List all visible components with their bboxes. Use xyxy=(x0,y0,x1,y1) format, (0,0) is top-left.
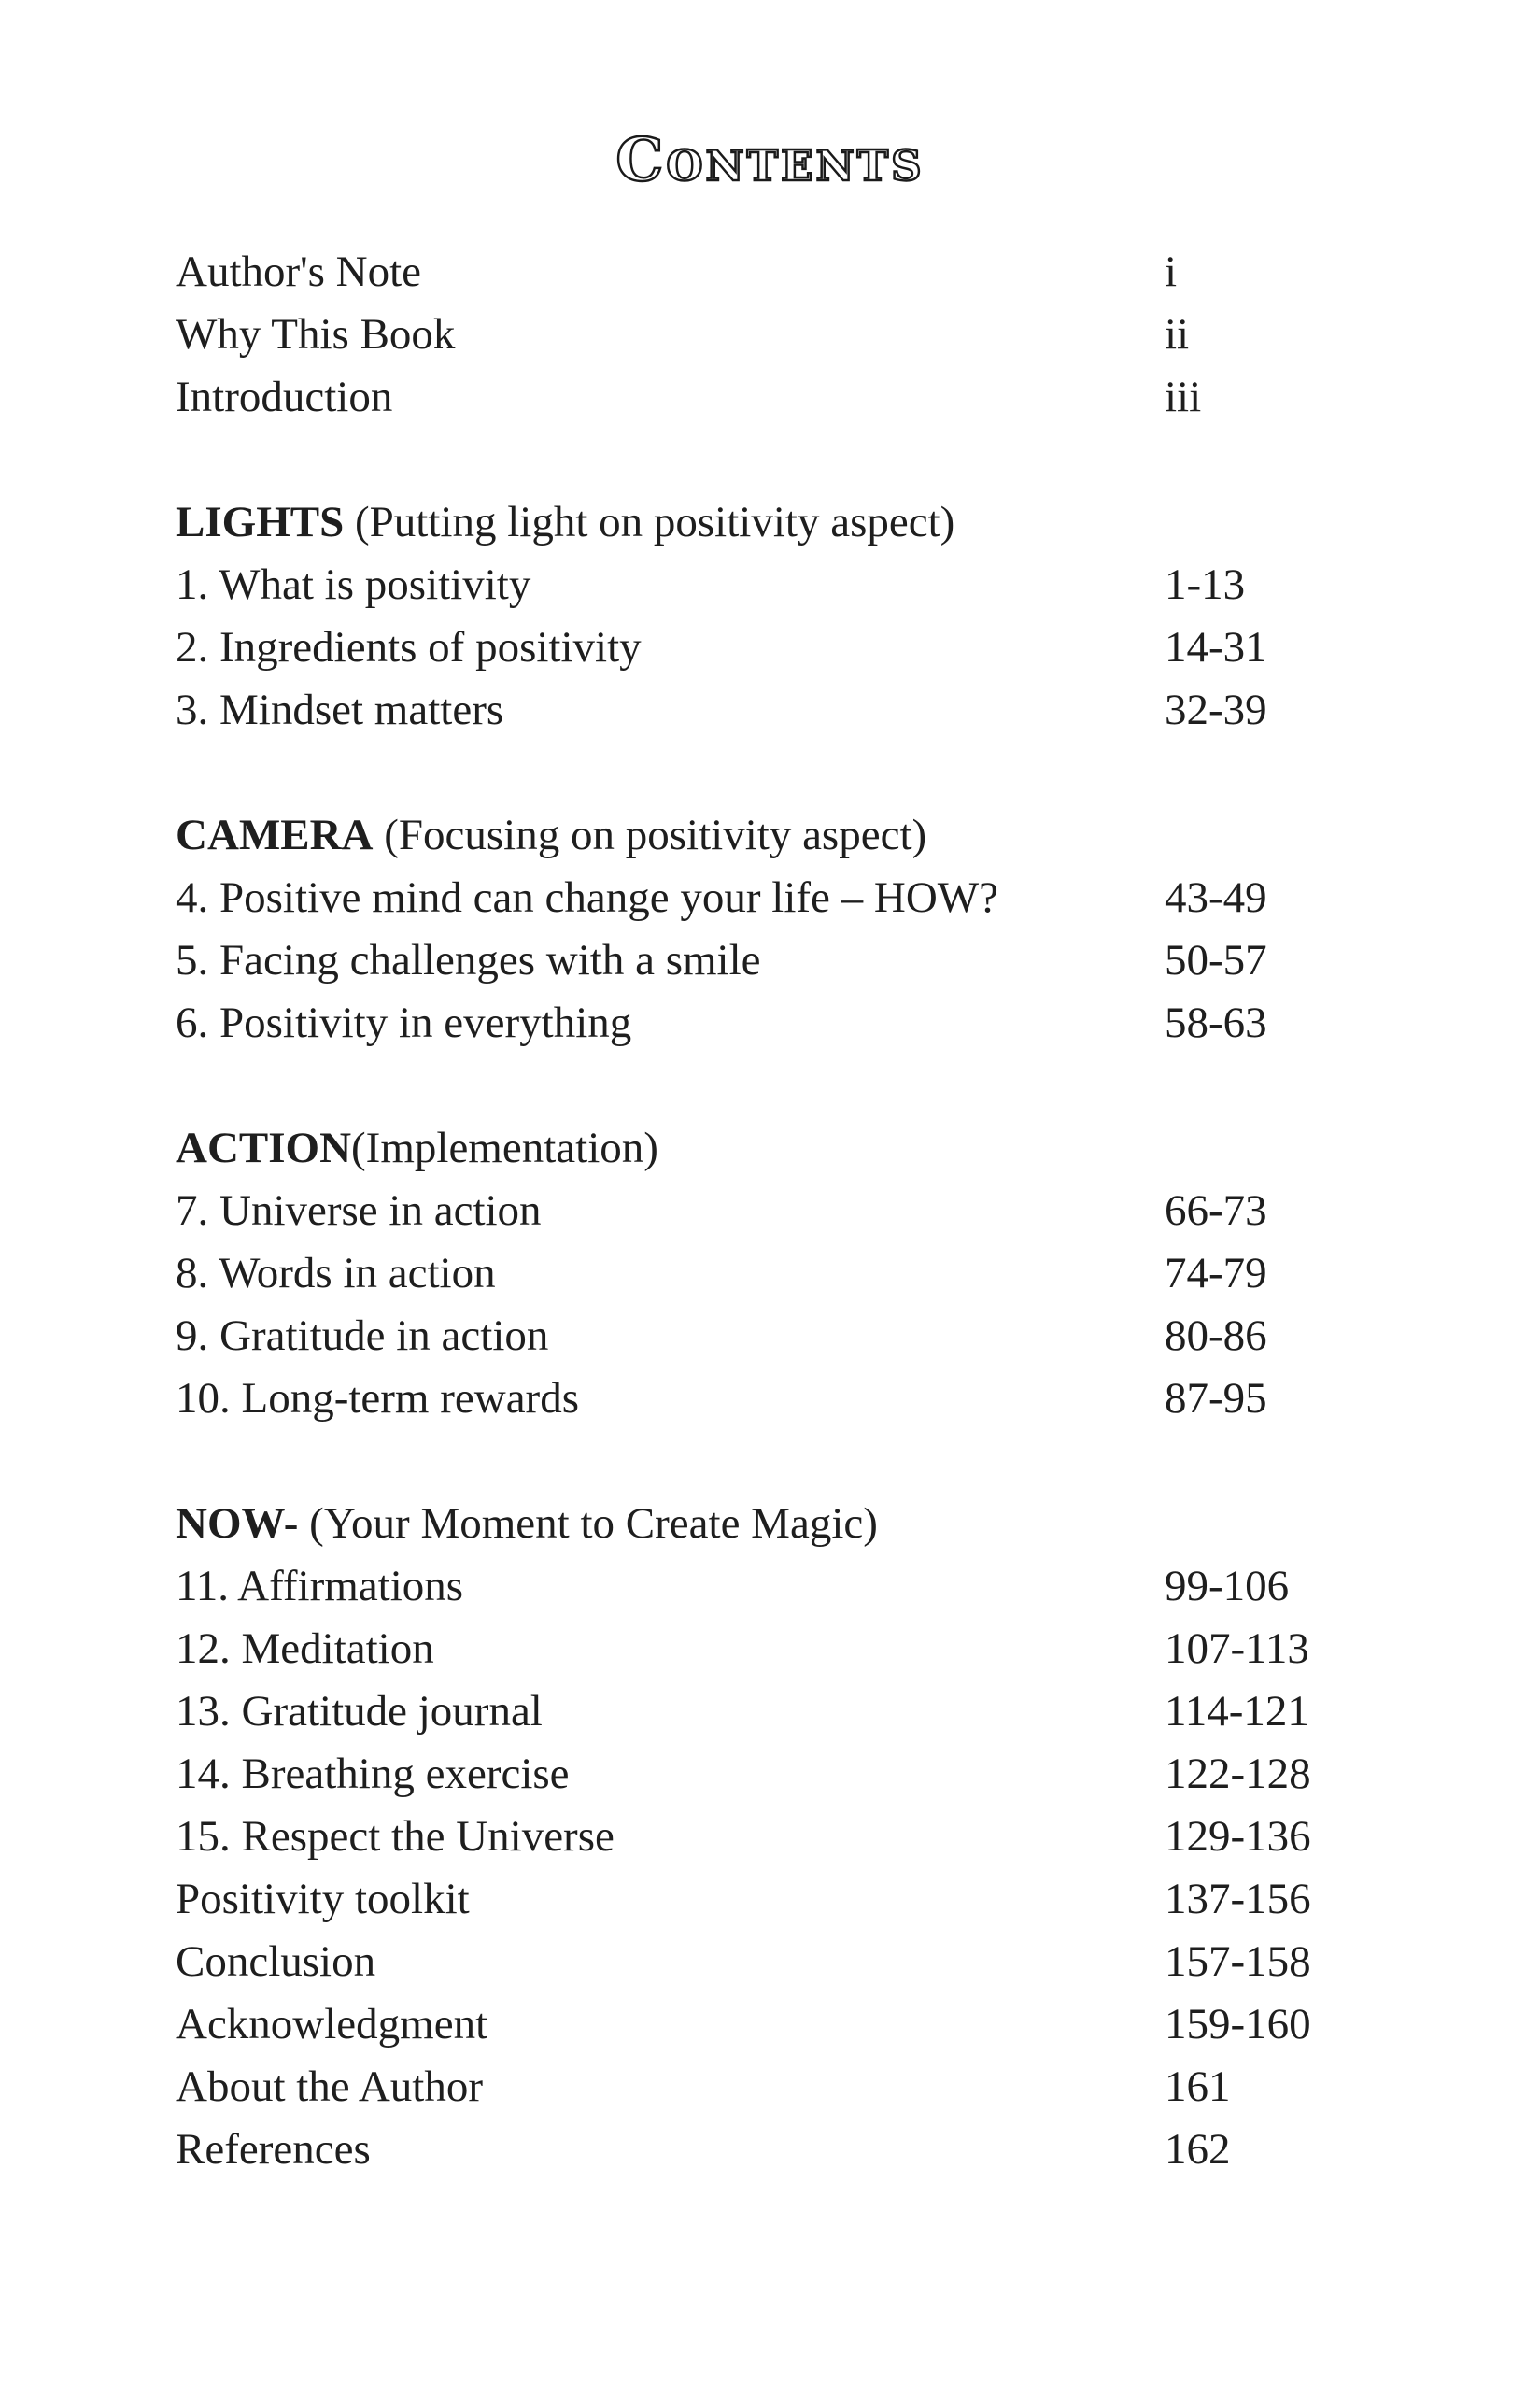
toc-entry[interactable] xyxy=(176,554,1362,617)
entry-page-number: 107-113 xyxy=(1165,1624,1309,1673)
entry-title: 13. Gratitude journal xyxy=(176,1687,543,1736)
toc-entry[interactable] xyxy=(176,1555,1362,1618)
entry-page-number: 122-128 xyxy=(1165,1750,1311,1798)
entry-page-number: 162 xyxy=(1165,2125,1231,2174)
entry-page-number: 43-49 xyxy=(1165,873,1267,922)
entry-page-number: 161 xyxy=(1165,2062,1231,2111)
entry-page-number: iii xyxy=(1165,373,1202,421)
entry-title: 10. Long-term rewards xyxy=(176,1374,579,1423)
section-camera xyxy=(176,804,1362,1055)
section-heading-bold: NOW- xyxy=(176,1499,299,1548)
entry-page-number: 80-86 xyxy=(1165,1311,1267,1360)
entry-page-number: 129-136 xyxy=(1165,1812,1311,1861)
entry-title: Acknowledgment xyxy=(176,2000,488,2048)
section-now xyxy=(176,1493,1362,2181)
section-action xyxy=(176,1117,1362,1430)
toc-entry[interactable] xyxy=(176,992,1362,1055)
entry-title: Author's Note xyxy=(176,248,422,296)
toc-entry[interactable] xyxy=(176,1180,1362,1242)
entry-page-number: 14-31 xyxy=(1165,623,1267,672)
page-title: Contents xyxy=(615,125,925,195)
entry-title: Introduction xyxy=(176,373,393,421)
section-lights xyxy=(176,491,1362,742)
toc-entry[interactable] xyxy=(176,1931,1362,1993)
entry-title: 7. Universe in action xyxy=(176,1186,542,1235)
entry-page-number: 1-13 xyxy=(1165,560,1246,609)
toc-entry[interactable] xyxy=(176,1993,1362,2056)
section-heading xyxy=(176,491,1362,554)
table-of-contents xyxy=(176,241,1362,2244)
entry-title: Conclusion xyxy=(176,1937,376,1986)
section-heading xyxy=(176,1117,1362,1180)
entry-page-number: 50-57 xyxy=(1165,936,1267,985)
entry-page-number: 137-156 xyxy=(1165,1875,1311,1923)
entry-page-number: ii xyxy=(1165,310,1190,359)
section-heading-bold: ACTION xyxy=(176,1124,352,1172)
toc-entry[interactable] xyxy=(176,1806,1362,1868)
toc-entry[interactable] xyxy=(176,1368,1362,1430)
entry-title: 9. Gratitude in action xyxy=(176,1311,549,1360)
entry-title: 4. Positive mind can change your life – HOW? xyxy=(176,873,999,922)
entry-page-number: 159-160 xyxy=(1165,2000,1311,2048)
toc-entry[interactable] xyxy=(176,1305,1362,1368)
entry-title: 11. Affirmations xyxy=(176,1562,464,1610)
section-heading-bold: LIGHTS xyxy=(176,498,345,546)
toc-entry[interactable] xyxy=(176,1868,1362,1931)
section-heading xyxy=(176,1493,1362,1555)
entry-page-number: 74-79 xyxy=(1165,1249,1267,1297)
entry-page-number: 87-95 xyxy=(1165,1374,1267,1423)
toc-entry[interactable] xyxy=(176,1680,1362,1743)
entry-page-number: 66-73 xyxy=(1165,1186,1267,1235)
entry-title: 3. Mindset matters xyxy=(176,686,504,734)
toc-entry[interactable] xyxy=(176,929,1362,992)
entry-title: 14. Breathing exercise xyxy=(176,1750,570,1798)
toc-entry[interactable] xyxy=(176,617,1362,679)
section-heading-subtitle: (Implementation) xyxy=(351,1124,658,1172)
entry-title: Positivity toolkit xyxy=(176,1875,470,1923)
entry-title: 15. Respect the Universe xyxy=(176,1812,615,1861)
entry-title: References xyxy=(176,2125,371,2174)
section-heading-subtitle: (Putting light on positivity aspect) xyxy=(344,498,955,546)
entry-page-number: 157-158 xyxy=(1165,1937,1311,1986)
toc-entry[interactable] xyxy=(176,1618,1362,1680)
section-heading-subtitle: (Your Moment to Create Magic) xyxy=(298,1499,878,1548)
toc-entry[interactable] xyxy=(176,1242,1362,1305)
entry-title: 12. Meditation xyxy=(176,1624,434,1673)
entry-title: 2. Ingredients of positivity xyxy=(176,623,642,672)
section-heading-subtitle: (Focusing on positivity aspect) xyxy=(373,811,927,859)
entry-title: 8. Words in action xyxy=(176,1249,496,1297)
toc-entry[interactable] xyxy=(176,679,1362,742)
entry-title: 1. What is positivity xyxy=(176,560,531,609)
section-heading xyxy=(176,804,1362,867)
entry-page-number: 32-39 xyxy=(1165,686,1267,734)
entry-title: 6. Positivity in everything xyxy=(176,999,632,1047)
entry-page-number: 58-63 xyxy=(1165,999,1267,1047)
toc-entry[interactable] xyxy=(176,241,1362,304)
section-heading-bold: CAMERA xyxy=(176,811,374,859)
entry-title: Why This Book xyxy=(176,310,456,359)
entry-title: 5. Facing challenges with a smile xyxy=(176,936,761,985)
toc-entry[interactable] xyxy=(176,2119,1362,2181)
entry-page-number: i xyxy=(1165,248,1178,296)
toc-entry[interactable] xyxy=(176,1743,1362,1806)
toc-entry[interactable] xyxy=(176,366,1362,429)
entry-title: About the Author xyxy=(176,2062,483,2111)
toc-entry[interactable] xyxy=(176,2056,1362,2119)
toc-entry[interactable] xyxy=(176,867,1362,929)
entry-page-number: 99-106 xyxy=(1165,1562,1290,1610)
front-matter-section xyxy=(176,241,1362,429)
toc-entry[interactable] xyxy=(176,304,1362,366)
entry-page-number: 114-121 xyxy=(1165,1687,1309,1736)
